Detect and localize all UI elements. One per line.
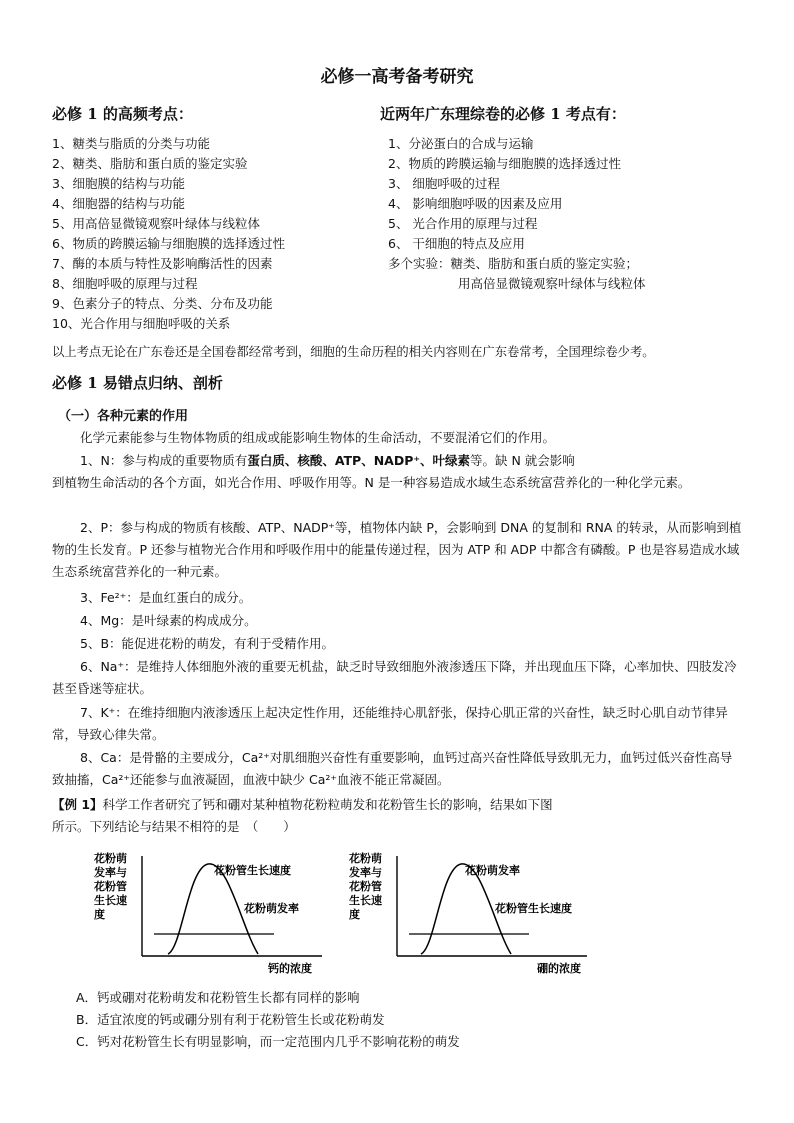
left-topic-list (52, 134, 285, 334)
y-axis-label: 度 (349, 908, 360, 921)
list-item: 1、糖类与脂质的分类与功能 (52, 136, 210, 151)
boron-graph (345, 848, 595, 978)
phosphorus-paragraph: 2、P：参与构成的物质有核酸、ATP、NADP⁺等，植物体内缺 P，会影响到 DNA 的复制和 RNA 的转录，从而影响到植物的生长发育。P 还参与植物光合作用和呼吸作用中的能量传递过程，因为 ATP 和 ADP 中都含有磷酸。P 也是容易造成水域生态系统富营养化的一种元素。 (52, 520, 742, 579)
boron-line: 5、B：能促进花粉的萌发，有利于受精作用。 (80, 636, 335, 651)
nitrogen-paragraph: 到植物生命活动的各个方面，如光合作用、呼吸作用等。N 是一种容易造成水域生态系统富营养化的一种化学元素。 (52, 475, 691, 490)
list-item: 用高倍显微镜观察叶绿体与线粒体 (458, 276, 646, 291)
list-item: 9、色素分子的特点、分类、分布及功能 (52, 296, 273, 311)
list-item: 1、分泌蛋白的合成与运输 (388, 136, 534, 151)
page-title: 必修一高考备考研究 (320, 67, 474, 87)
list-item: 7、酶的本质与特性及影响酶活性的因素 (52, 256, 273, 271)
calcium-graph (90, 848, 330, 978)
flat-label: 花粉管生长速度 (495, 902, 572, 915)
list-item: 2、糖类、脂肪和蛋白质的鉴定实验 (52, 156, 248, 171)
list-item: 6、物质的跨膜运输与细胞膜的选择透过性 (52, 236, 285, 251)
example-question: 【例 1】科学工作者研究了钙和硼对某种植物花粉粒萌发和花粉管生长的影响，结果如下图 (52, 797, 553, 812)
summary-text: 以上考点无论在广东卷还是全国卷都经常考到，细胞的生命历程的相关内容则在广东卷常考，全国理综卷少考。 (52, 345, 655, 359)
x-axis-label: 钙的浓度 (268, 962, 312, 975)
option-a: A．钙或硼对花粉萌发和花粉管生长都有同样的影响 (76, 990, 360, 1005)
subsection-title: （一）各种元素的作用 (58, 409, 189, 424)
intro-paragraph: 化学元素能参与生物体物质的组成或能影响生物体的生命活动，不要混淆它们的作用。 (80, 430, 556, 445)
curve-label: 花粉萌发率 (465, 864, 520, 877)
y-axis-label: 生长速 (349, 894, 382, 907)
list-item: 4、 影响细胞呼吸的因素及应用 (388, 196, 563, 211)
y-axis-label: 花粉管 (94, 880, 127, 893)
potassium-paragraph: 7、K⁺：在维持细胞内液渗透压上起决定性作用，还能维持心肌舒张，保持心肌正常的兴奋性，缺乏时心肌自动节律异常，导致心律失常。 (52, 705, 728, 742)
list-item: 10、光合作用与细胞呼吸的关系 (52, 316, 231, 331)
nitrogen-line: 1、N：参与构成的重要物质有蛋白质、核酸、ATP、NADP⁺、叶绿素等。缺 N 就会影响 (80, 453, 575, 468)
list-item: 5、 光合作用的原理与过程 (388, 216, 538, 231)
example-question-line2: 所示。下列结论与结果不相符的是 （ ） (52, 819, 296, 834)
nitrogen-compounds: 蛋白质、核酸、ATP、NADP⁺、叶绿素 (247, 453, 470, 468)
list-item: 6、 干细胞的特点及应用 (388, 236, 525, 251)
calcium-paragraph: 8、Ca：是骨骼的主要成分，Ca²⁺对肌细胞兴奋性有重要影响，血钙过高兴奋性降低导致肌无力，血钙过低兴奋性高导致抽搐，Ca²⁺还能参与血液凝固，血液中缺少 Ca²⁺血液不能正常凝固。 (52, 750, 733, 787)
list-item: 多个实验：糖类、脂肪和蛋白质的鉴定实验； (388, 256, 639, 271)
iron-line: 3、Fe²⁺：是血红蛋白的成分。 (80, 590, 252, 605)
option-b: B．适宜浓度的钙或硼分别有利于花粉管生长或花粉萌发 (76, 1012, 385, 1027)
y-axis-label: 花粉萌 (349, 852, 382, 865)
magnesium-line: 4、Mg：是叶绿素的构成成分。 (80, 613, 257, 628)
option-c: C．钙对花粉管生长有明显影响，而一定范围内几乎不影响花粉的萌发 (76, 1034, 460, 1049)
list-item: 5、用高倍显微镜观察叶绿体与线粒体 (52, 216, 260, 231)
right-heading: 近两年广东理综卷的必修 1 考点有： (380, 105, 626, 123)
y-axis-label: 花粉萌 (94, 852, 127, 865)
list-item: 4、细胞器的结构与功能 (52, 196, 185, 211)
section-title: 必修 1 易错点归纳、剖析 (52, 374, 223, 392)
y-axis-label: 发率与 (349, 866, 382, 879)
example-tag: 【例 1】 (52, 797, 103, 812)
flat-label: 花粉萌发率 (244, 902, 299, 915)
y-axis-label: 生长速 (94, 894, 127, 907)
list-item: 8、细胞呼吸的原理与过程 (52, 276, 198, 291)
left-heading: 必修 1 的高频考点： (52, 105, 193, 123)
list-item: 3、 细胞呼吸的过程 (388, 176, 500, 191)
y-axis-label: 花粉管 (349, 880, 382, 893)
y-axis-label: 发率与 (94, 866, 127, 879)
x-axis-label: 硼的浓度 (537, 962, 581, 975)
list-item: 2、物质的跨膜运输与细胞膜的选择透过性 (388, 156, 621, 171)
y-axis-label: 度 (94, 908, 105, 921)
right-topic-list (388, 134, 646, 294)
list-item: 3、细胞膜的结构与功能 (52, 176, 185, 191)
sodium-paragraph: 6、Na⁺：是维持人体细胞外液的重要无机盐，缺乏时导致细胞外液渗透压下降，并出现血压下降，心率加快、四肢发冷甚至昏迷等症状。 (52, 659, 737, 696)
curve-label: 花粉管生长速度 (214, 864, 291, 877)
